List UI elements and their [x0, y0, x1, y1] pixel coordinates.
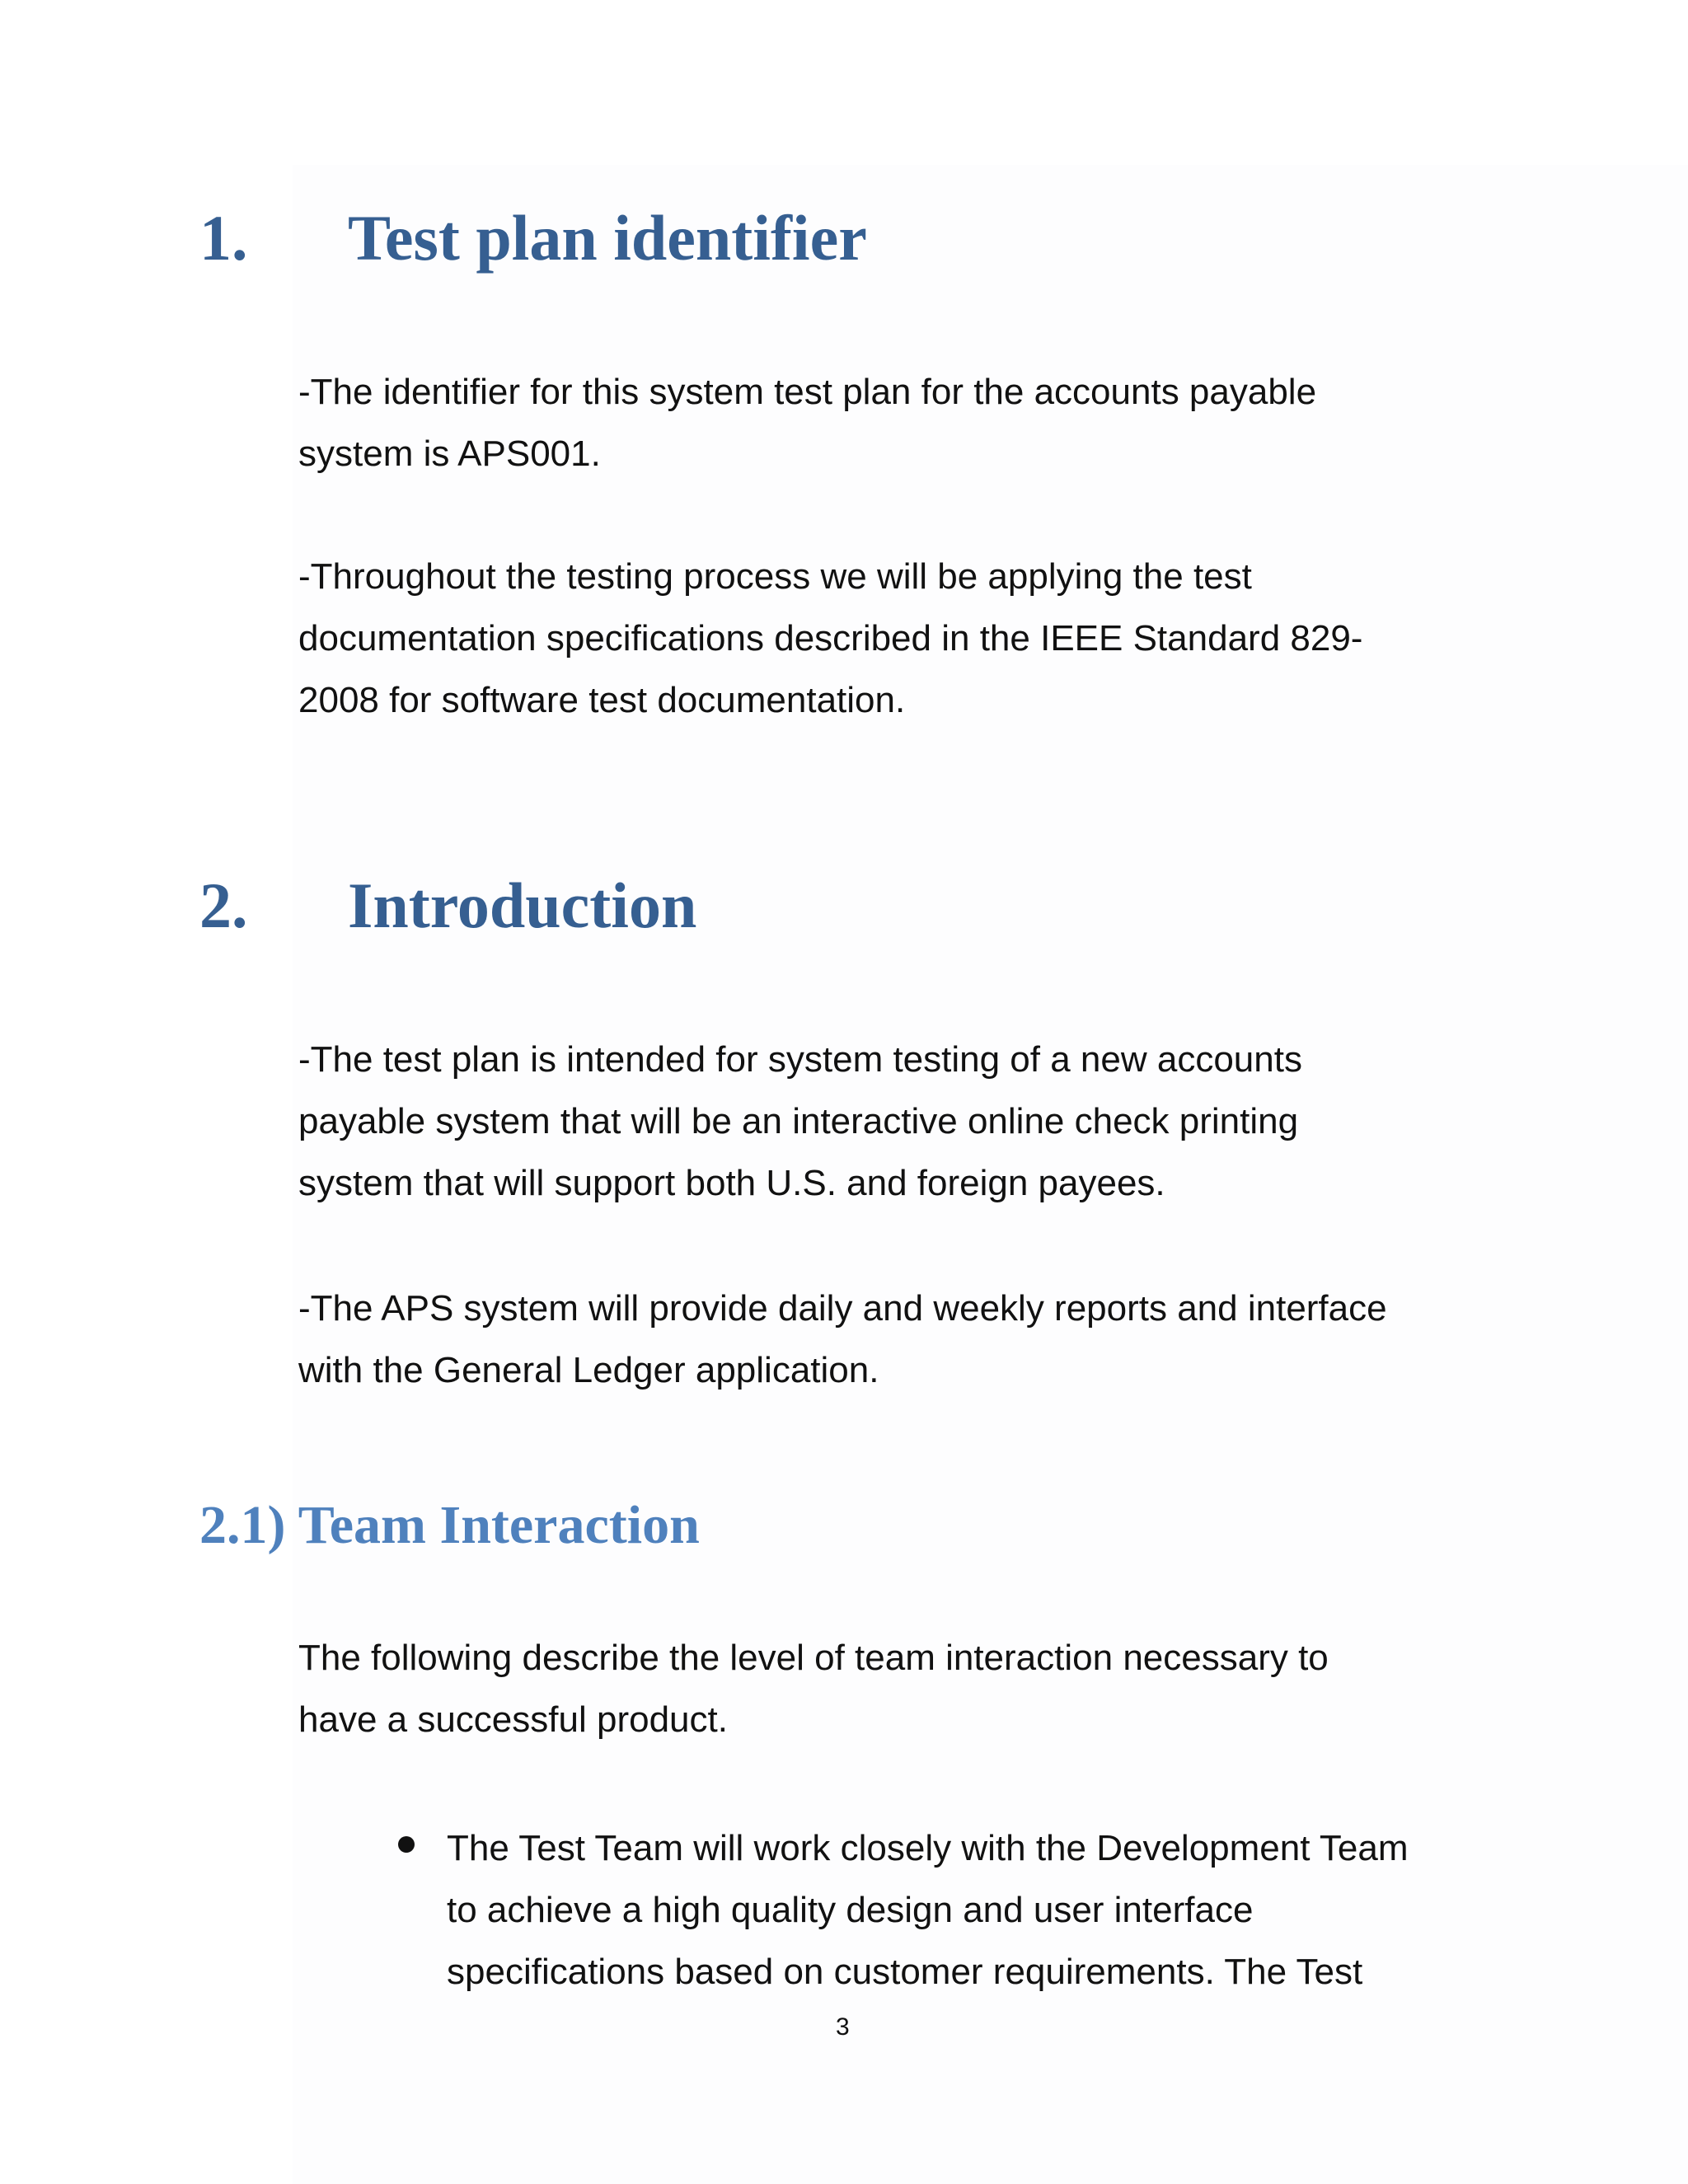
section-2-paragraph-1	[298, 1029, 1535, 1214]
bullet-icon	[398, 1836, 415, 1853]
text-line: documentation specifications described in the IEEE Standard 829-	[298, 618, 1363, 658]
section-1-paragraph-1	[298, 361, 1535, 485]
section-1-paragraph-2	[298, 546, 1535, 731]
subsection-2-1-heading: 2.1) Team Interaction	[199, 1495, 700, 1555]
text-line: payable system that will be an interactive online check printing	[298, 1101, 1299, 1141]
section-1-number: 1.	[199, 202, 248, 274]
bullet-list-item	[447, 1817, 1409, 2003]
text-line: to achieve a high quality design and user interface	[447, 1890, 1254, 1930]
section-1-title: Test plan identifier	[348, 202, 867, 274]
text-line: -Throughout the testing process we will be applying the test	[298, 556, 1252, 597]
text-line: system is APS001.	[298, 434, 601, 474]
text-line: The following describe the level of team interaction necessary to	[298, 1638, 1329, 1678]
text-line: -The test plan is intended for system testing of a new accounts	[298, 1039, 1302, 1080]
text-line: have a successful product.	[298, 1699, 728, 1740]
text-line: 2008 for software test documentation.	[298, 680, 906, 720]
text-line: with the General Ledger application.	[298, 1350, 879, 1390]
subsection-intro-paragraph	[298, 1627, 1535, 1750]
text-line: system that will support both U.S. and foreign payees.	[298, 1163, 1165, 1203]
section-2-number: 2.	[199, 869, 248, 941]
text-line: The Test Team will work closely with the Development Team	[447, 1828, 1409, 1868]
text-line: -The identifier for this system test plan for the accounts payable	[298, 372, 1317, 412]
page-number: 3	[836, 2013, 850, 2041]
section-2-paragraph-2	[298, 1277, 1535, 1401]
text-line: specifications based on customer requirements. The Test	[447, 1952, 1363, 1992]
text-line: -The APS system will provide daily and weekly reports and interface	[298, 1288, 1387, 1329]
section-2-title: Introduction	[348, 869, 697, 941]
